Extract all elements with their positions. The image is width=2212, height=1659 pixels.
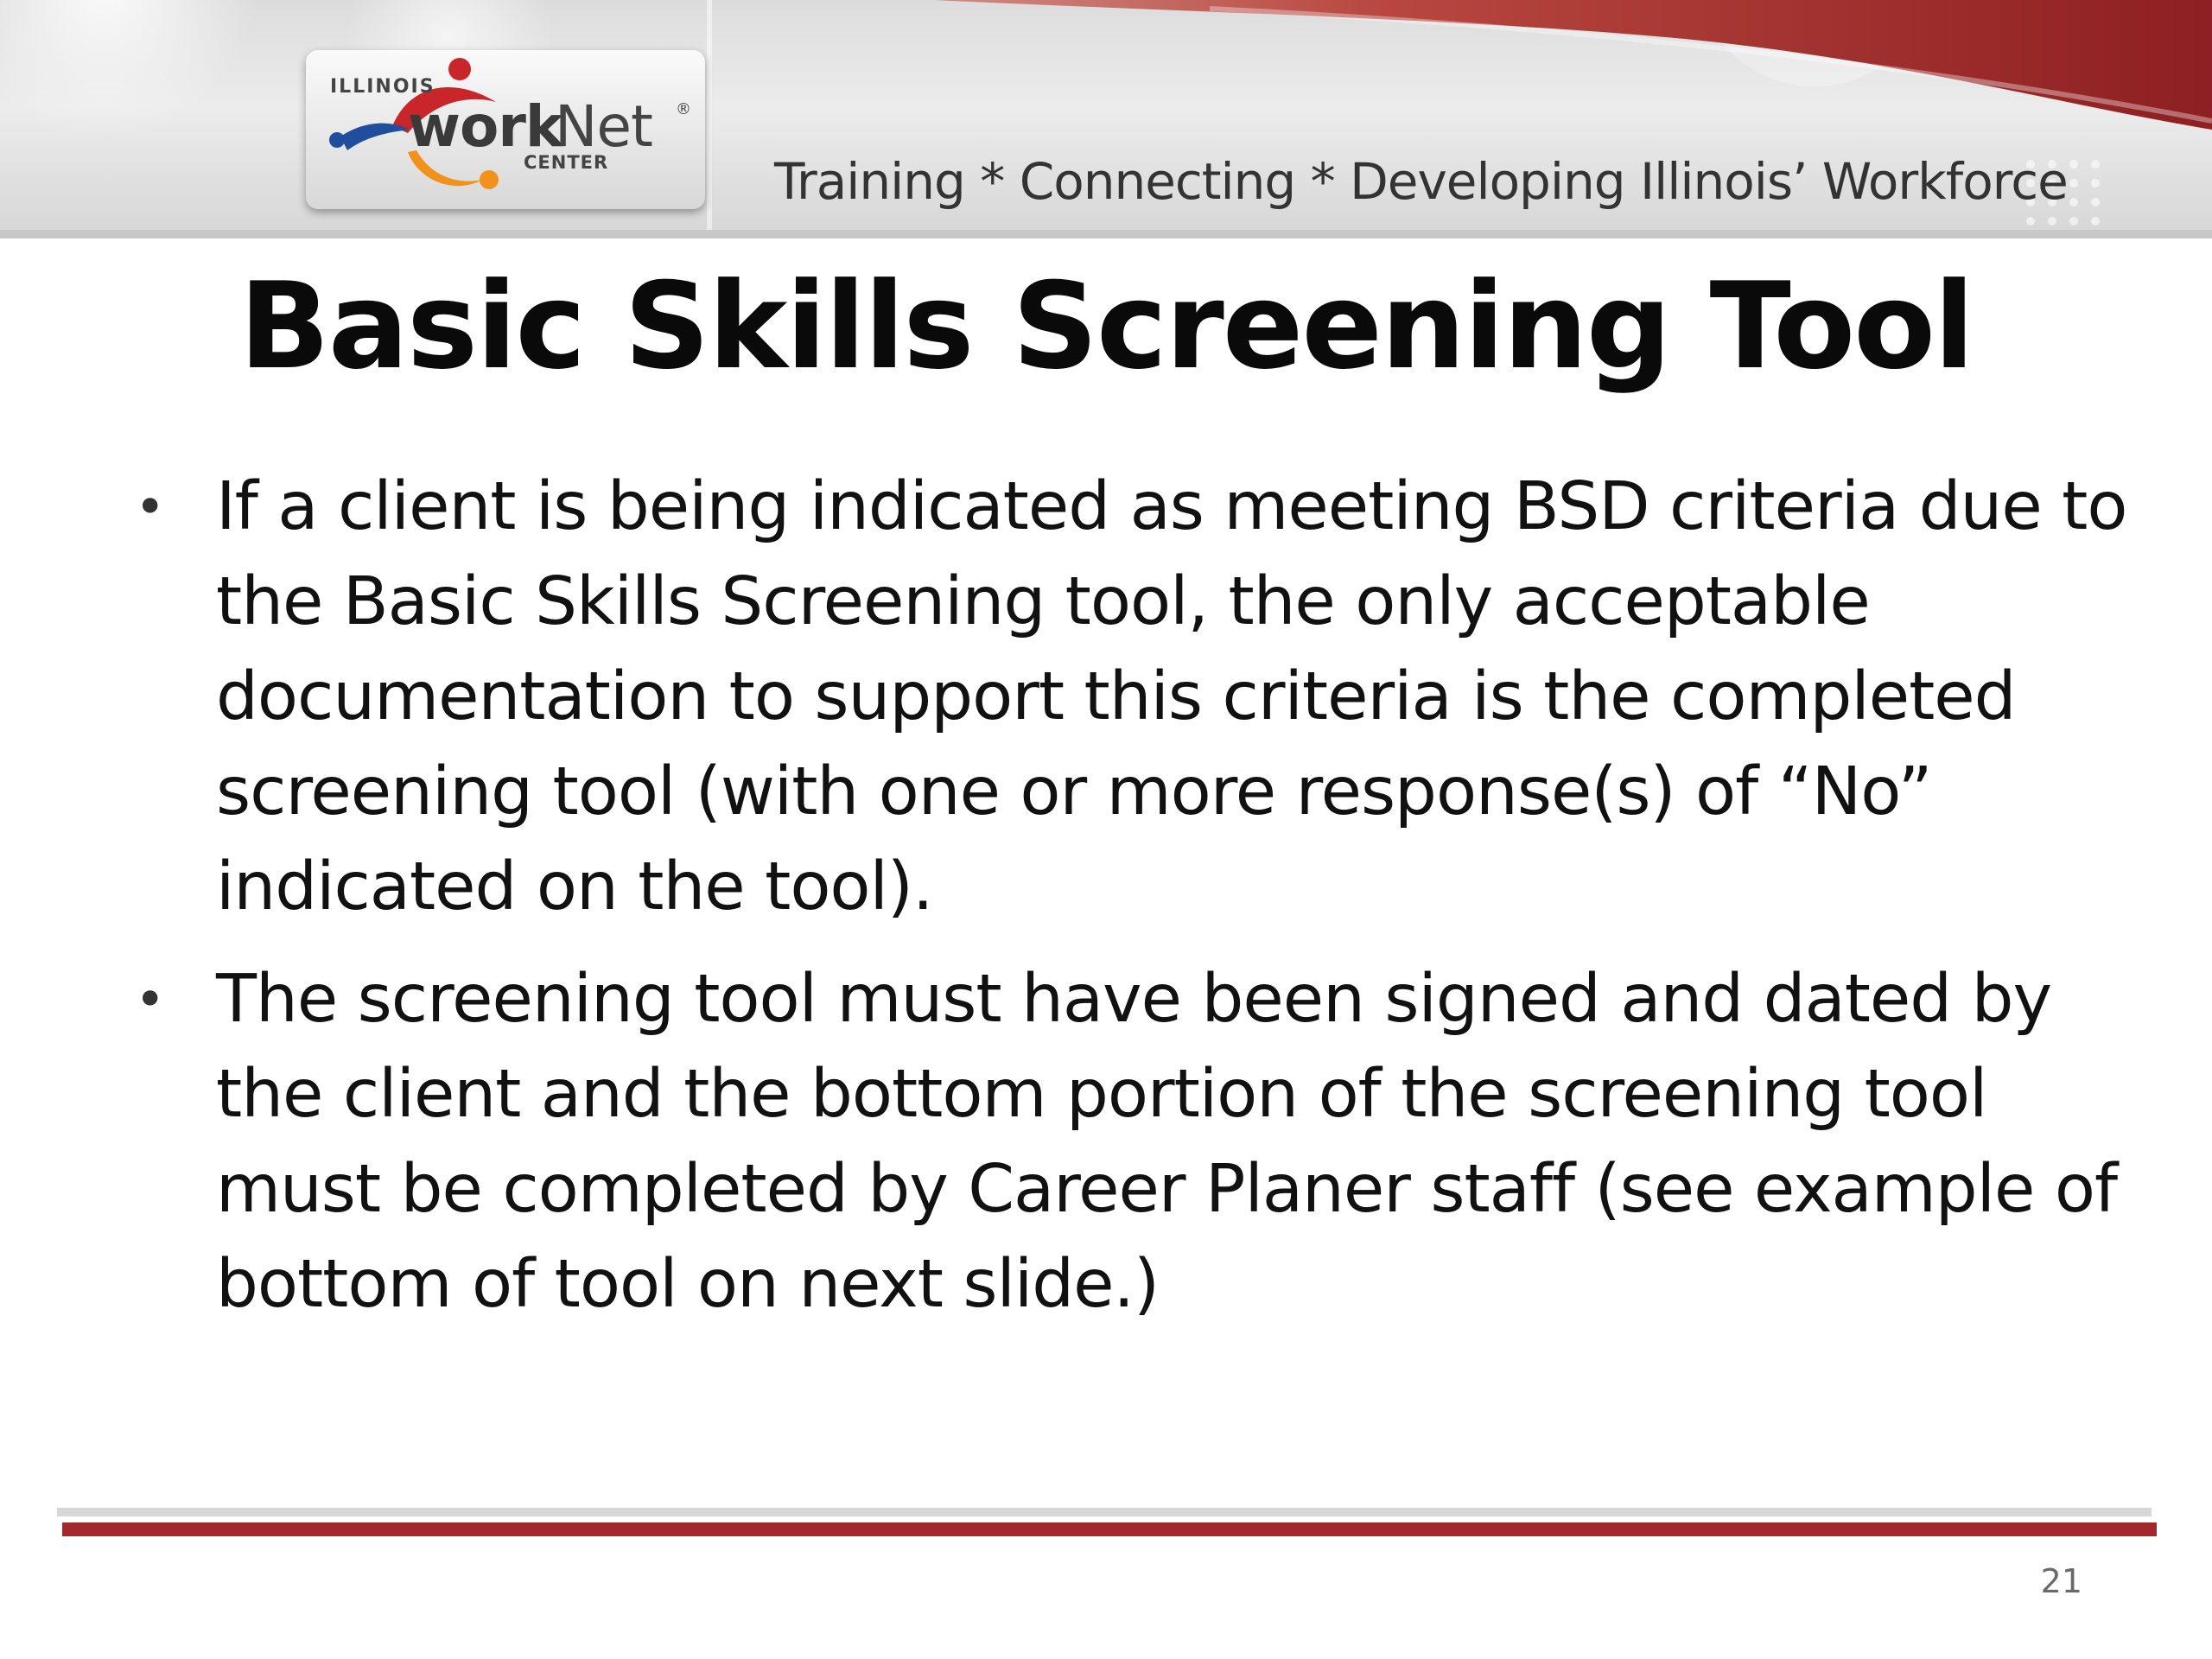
workforce-logo xyxy=(306,50,705,209)
bullet-marker: • xyxy=(135,477,165,537)
footer-grey-rule xyxy=(57,1508,2152,1516)
bullet-text: The screening tool must have been signed and dated by the client and the bottom portion of the screening tool must be completed by Career Planer staff (see example of bottom of tool on next slide.) xyxy=(216,961,2118,1323)
page-number: 21 xyxy=(2040,1562,2082,1600)
logo-brand-light: Net xyxy=(555,93,652,160)
logo-state-text: ILLINOIS xyxy=(330,76,435,98)
bullet-text: If a client is being indicated as meeting BSD criteria due to the Basic Skills Screening tool, the only acceptable documentation to support this criteria is the completed screening tool (with one or more response(s) of “No” indicated on the tool). xyxy=(216,468,2127,925)
banner-bottom-strip xyxy=(0,230,2212,238)
slide-title: Basic Skills Screening Tool xyxy=(238,257,1974,396)
logo-subtitle: CENTER xyxy=(524,152,609,173)
footer-red-rule xyxy=(62,1522,2157,1536)
header-banner xyxy=(0,0,2212,238)
header-tagline: Training * Connecting * Developing Illinois’ Workforce xyxy=(774,152,2068,211)
logo-registered-mark: ® xyxy=(676,100,691,118)
bullet-list xyxy=(121,460,2134,1350)
bullet-marker: • xyxy=(135,969,165,1030)
bullet-item xyxy=(121,952,2134,1332)
logo-brand-bold: work xyxy=(408,93,563,160)
bullet-item xyxy=(121,460,2134,935)
